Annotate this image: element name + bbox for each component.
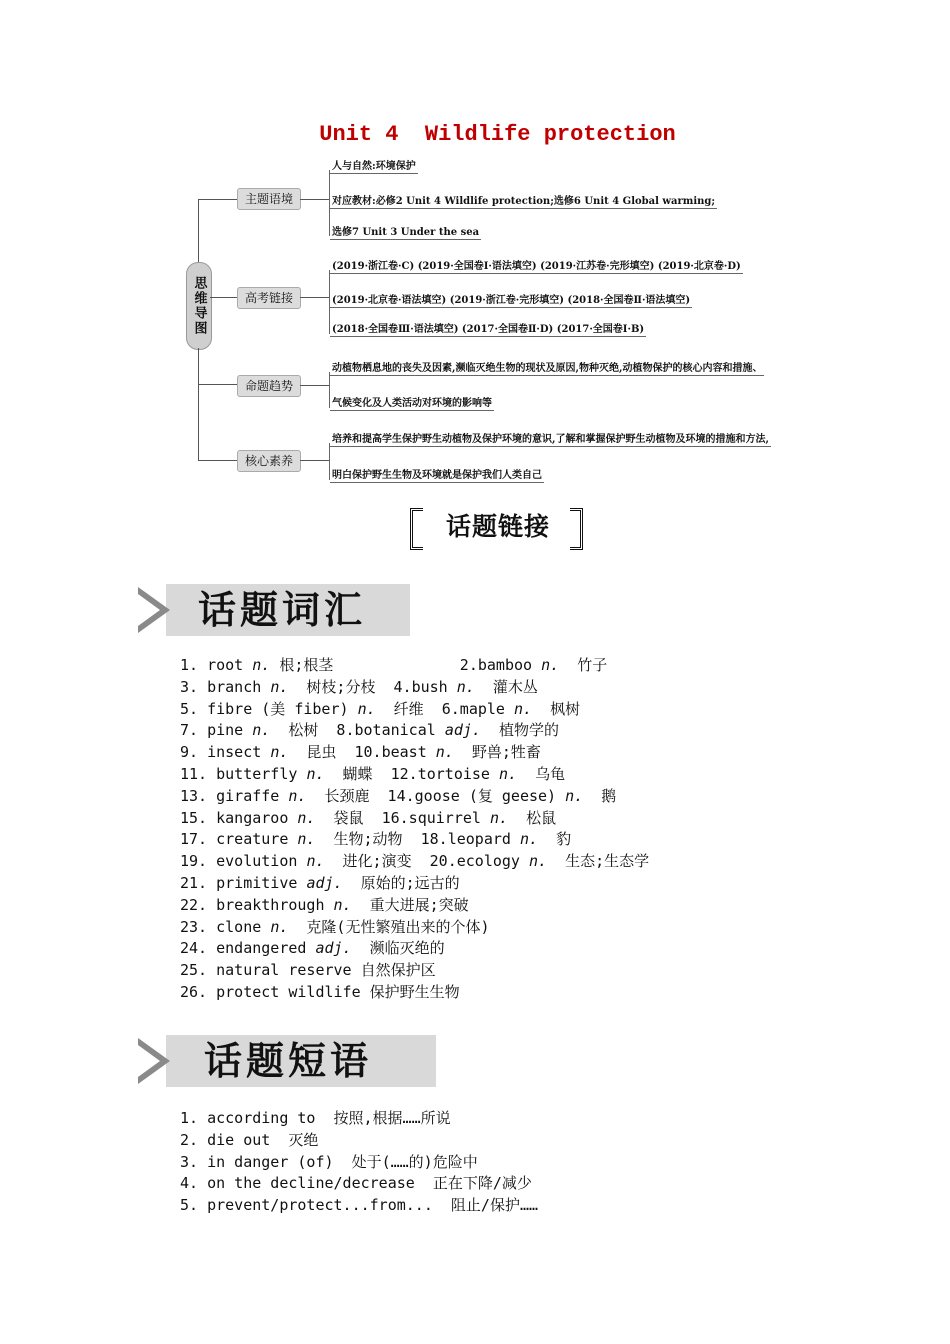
phrase-item: 1. according to 按照,根据……所说 <box>180 1109 451 1127</box>
page-title: Unit 4 Wildlife protection <box>319 122 676 147</box>
vocab-text: 原始的;远古的 <box>342 873 460 892</box>
leaf-text: (2019·北京卷·语法填空) (2019·浙江卷·完形填空) (2018·全国卷Ⅱ·语法填空) <box>330 291 692 308</box>
leaf-text: 气候变化及人类活动对环境的影响等 <box>330 394 494 411</box>
vocab-text: 13. giraffe <box>180 786 289 805</box>
vocab-item <box>180 938 649 960</box>
part-of-speech: n. <box>529 852 548 871</box>
vocab-item <box>180 873 649 895</box>
vocab-text: 濒临灭绝的 <box>351 939 445 958</box>
vocab-text: 23. clone <box>180 917 271 936</box>
phrase-item: 2. die out 灭绝 <box>180 1130 319 1149</box>
vocab-text: 竹子 <box>559 656 608 674</box>
part-of-speech: n. <box>489 808 509 827</box>
part-of-speech: n. <box>514 699 533 718</box>
vocab-text: 灌木丛 <box>474 677 538 696</box>
phrase-banner-label: 话题短语 <box>204 1039 373 1083</box>
vocab-item <box>180 655 649 677</box>
leaf-text: 明白保护野生生物及环境就是保护我们人类自己 <box>330 466 544 483</box>
connector <box>198 384 237 385</box>
vocab-text: 袋鼠 16.squirrel <box>315 808 490 827</box>
connector <box>300 199 330 200</box>
part-of-speech: n. <box>297 830 316 849</box>
vocab-text: 长颈鹿 14.goose (复 geese) <box>306 786 566 805</box>
vocab-text: 21. primitive <box>180 873 307 892</box>
vocab-item <box>180 851 649 873</box>
section-heading: 话题链接 <box>445 512 550 541</box>
vocab-text: 5. fibre (美 fiber) <box>180 699 358 718</box>
vocab-text: 26. protect wildlife 保护野生生物 <box>180 982 460 1001</box>
branch-theme-context: 主题语境 <box>237 188 301 210</box>
phrase-item: 3. in danger (of) 处于(……的)危险中 <box>180 1152 478 1171</box>
part-of-speech: n. <box>499 764 518 783</box>
vocab-text: 植物学的 <box>480 721 559 740</box>
leaf-text: 选修7 Unit 3 Under the sea <box>330 223 481 240</box>
vocab-item <box>180 960 649 982</box>
part-of-speech: n. <box>456 677 475 696</box>
part-of-speech: n. <box>252 656 271 674</box>
vocab-text: 22. breakthrough <box>180 895 334 914</box>
vocab-text: 1. root <box>180 656 253 674</box>
vocab-text: 乌龟 <box>517 764 566 783</box>
vocab-item <box>180 829 649 851</box>
leaf-text: (2018·全国卷Ⅲ·语法填空) (2017·全国卷Ⅱ·D) (2017·全国卷Ⅰ·B) <box>330 320 646 337</box>
branch-core-literacy: 核心素养 <box>237 450 301 472</box>
connector <box>300 385 330 386</box>
vocab-text: 19. evolution <box>180 852 307 871</box>
part-of-speech: n. <box>270 917 289 936</box>
vocab-text: 生物;动物 18.leopard <box>315 830 520 849</box>
leaf-text: 培养和提高学生保护野生动植物及保护环境的意识,了解和掌握保护野生动植物及环境的措施和方法, <box>330 430 771 447</box>
vocab-text: 25. natural reserve 自然保护区 <box>180 961 436 980</box>
vocab-item <box>180 982 649 1004</box>
connector <box>198 348 199 460</box>
vocab-text: 野兽;牲畜 <box>453 743 541 762</box>
vocab-item <box>180 808 649 830</box>
vocab-text: 9. insect <box>180 743 271 762</box>
leaf-text: (2019·浙江卷·C) (2019·全国卷Ⅰ·语法填空) (2019·江苏卷·完形填空) (2019·北京卷·D) <box>330 257 743 274</box>
mindmap-root-label: 思维导图 <box>191 276 207 336</box>
vocab-item <box>180 786 649 808</box>
vocab-text: 15. kangaroo <box>180 808 298 827</box>
leaf-text: 动植物栖息地的丧失及因素,濒临灭绝生物的现状及原因,物种灭绝,动植物保护的核心内容和措施、 <box>330 359 764 376</box>
phrase-banner <box>138 1035 438 1087</box>
vocab-text: 豹 <box>538 830 572 849</box>
part-of-speech: n. <box>519 830 539 849</box>
part-of-speech: n. <box>297 808 316 827</box>
vocab-text: 7. pine <box>180 721 253 740</box>
vocab-text: 蝴蝶 12.tortoise <box>324 764 499 783</box>
vocab-text: 24. endangered <box>180 939 316 958</box>
part-of-speech: n. <box>357 699 376 718</box>
leaf-text: 对应教材:必修2 Unit 4 Wildlife protection;选修6 Unit 4 Global warming; <box>330 192 717 209</box>
vocab-item <box>180 720 649 742</box>
part-of-speech: n. <box>288 786 307 805</box>
part-of-speech: adj. <box>306 873 343 892</box>
connector <box>300 460 330 461</box>
vocab-banner <box>138 584 410 636</box>
part-of-speech: adj. <box>315 939 352 958</box>
vocab-text: 3. branch <box>180 677 271 696</box>
vocab-list <box>180 655 649 1004</box>
connector <box>198 460 237 461</box>
branch-trend: 命题趋势 <box>237 375 301 397</box>
leaf-text: 人与自然:环境保护 <box>330 157 418 174</box>
vocab-item <box>180 895 649 917</box>
vocab-text: 枫树 <box>532 699 581 718</box>
vocab-item <box>180 764 649 786</box>
vocab-item <box>180 699 649 721</box>
part-of-speech: n. <box>435 743 454 762</box>
phrase-list <box>180 1108 538 1217</box>
right-bracket <box>570 508 583 550</box>
vocab-text: 松树 8.botanical <box>270 721 445 740</box>
vocab-text: 鹅 <box>583 786 617 805</box>
part-of-speech: n. <box>306 852 325 871</box>
vocab-item <box>180 917 649 939</box>
branch-exam-links: 高考链接 <box>237 287 301 309</box>
chevron-inner-icon <box>138 594 160 626</box>
connector <box>210 297 237 298</box>
vocab-text: 松鼠 <box>508 808 557 827</box>
mindmap-root <box>186 262 212 350</box>
vocab-item <box>180 677 649 699</box>
vocab-item <box>180 742 649 764</box>
vocab-text: 进化;演变 20.ecology <box>324 852 529 871</box>
vocab-text: 克隆(无性繁殖出来的个体) <box>288 917 490 936</box>
vocab-text: 树枝;分枝 4.bush <box>288 677 457 696</box>
vocab-text: 17. creature <box>180 830 298 849</box>
part-of-speech: n. <box>306 764 325 783</box>
part-of-speech: n. <box>252 721 271 740</box>
vocab-text: 昆虫 10.beast <box>288 743 436 762</box>
part-of-speech: n. <box>270 743 289 762</box>
part-of-speech: n. <box>565 786 584 805</box>
chevron-inner-icon <box>138 1045 160 1077</box>
vocab-banner-label: 话题词汇 <box>198 588 367 632</box>
vocab-text: 纤维 6.maple <box>375 699 514 718</box>
connector <box>198 199 237 200</box>
part-of-speech: n. <box>333 895 352 914</box>
part-of-speech: adj. <box>444 721 481 740</box>
connector <box>198 199 199 262</box>
phrase-item: 4. on the decline/decrease 正在下降/减少 <box>180 1174 532 1193</box>
vocab-text: 11. butterfly <box>180 764 307 783</box>
vocab-text: 重大进展;突破 <box>351 895 469 914</box>
connector <box>300 297 330 298</box>
vocab-text: 根;根茎 2.bamboo <box>270 656 542 674</box>
phrase-item: 5. prevent/protect...from... 阻止/保护…… <box>180 1196 539 1215</box>
part-of-speech: n. <box>541 656 560 674</box>
part-of-speech: n. <box>270 677 289 696</box>
vocab-text: 生态;生态学 <box>547 852 650 871</box>
